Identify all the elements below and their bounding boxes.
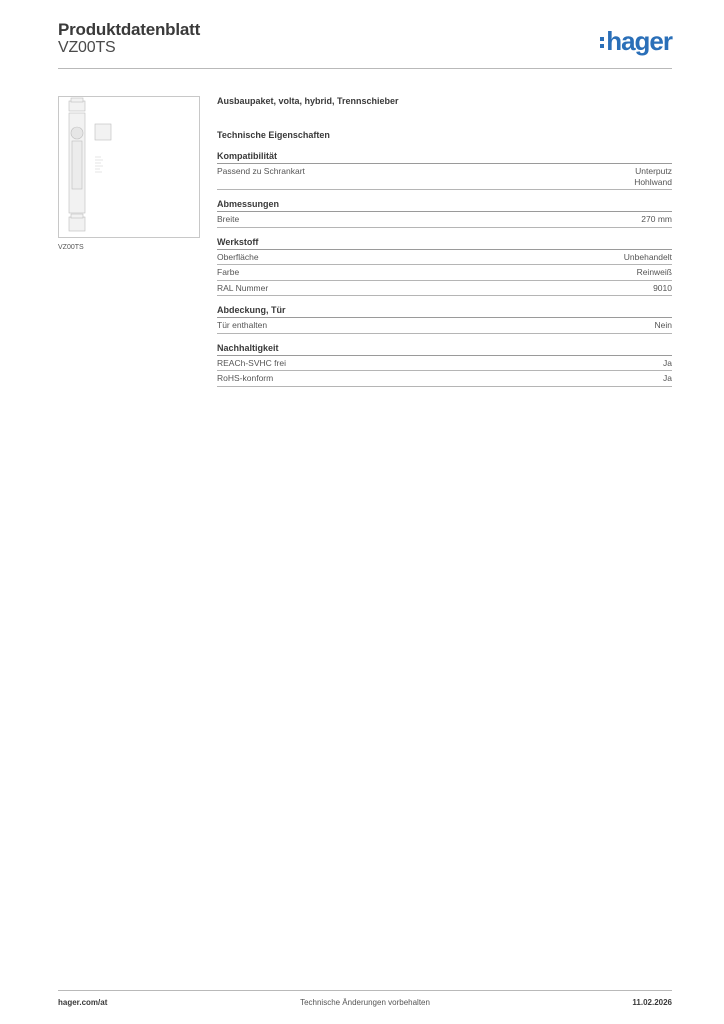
- property-section: [217, 305, 672, 334]
- property-value-line: Unbehandelt: [623, 251, 672, 262]
- property-value: [634, 166, 672, 187]
- property-value-line: Ja: [663, 357, 672, 368]
- article-number: VZ00TS: [58, 39, 116, 56]
- property-value: [641, 214, 672, 225]
- property-value: [655, 320, 672, 331]
- property-value: [663, 358, 672, 369]
- property-value-line: Nein: [654, 320, 672, 330]
- property-label: REACh-SVHC frei: [217, 357, 286, 368]
- hager-logo: [600, 26, 672, 56]
- property-label: RAL Nummer: [217, 282, 269, 293]
- product-details: [217, 96, 672, 396]
- property-label: Oberfläche: [217, 251, 259, 262]
- logo-colon-icon: [600, 37, 604, 48]
- logo-text: hager: [606, 26, 672, 56]
- property-value-line: Reinweiß: [636, 267, 672, 277]
- section-title: Nachhaltigkeit: [217, 343, 672, 356]
- image-caption: VZ00TS: [58, 244, 84, 251]
- product-drawing-icon: [59, 97, 199, 237]
- section-title: Werkstoff: [217, 237, 672, 250]
- section-title: Abdeckung, Tür: [217, 305, 672, 318]
- footer-notice: Technische Änderungen vorbehalten: [300, 998, 430, 1007]
- property-section: [217, 343, 672, 387]
- product-image: [58, 96, 200, 238]
- property-section: [217, 151, 672, 190]
- document-title: Produktdatenblatt: [58, 20, 201, 39]
- property-label: Tür enthalten: [217, 320, 268, 330]
- property-value-line: Hohlwand: [634, 176, 672, 187]
- property-value: [663, 373, 672, 384]
- property-label: RoHS-konform: [217, 373, 274, 383]
- property-row: [217, 212, 672, 228]
- property-section: [217, 237, 672, 297]
- product-description: Ausbaupaket, volta, hybrid, Trennschieber: [217, 96, 399, 106]
- property-value-line: Unterputz: [635, 166, 672, 176]
- section-title: Abmessungen: [217, 199, 672, 212]
- footer-website-link[interactable]: hager.com/at: [58, 998, 108, 1007]
- property-value: [653, 283, 672, 294]
- property-value: [637, 267, 672, 278]
- property-value: [624, 252, 672, 263]
- property-value-line: 270 mm: [641, 214, 672, 224]
- footer-divider: [58, 990, 672, 991]
- footer-date: 11.02.2026: [632, 998, 672, 1007]
- property-label: Breite: [217, 214, 240, 224]
- property-row: [217, 250, 672, 266]
- header-divider: [58, 68, 672, 69]
- property-row: [217, 281, 672, 297]
- property-value-line: Ja: [663, 373, 672, 383]
- property-row: [217, 265, 672, 281]
- property-label: Passend zu Schrankart: [217, 166, 305, 176]
- property-row: [217, 164, 672, 190]
- property-sections: [217, 151, 672, 387]
- section-title: Kompatibilität: [217, 151, 672, 164]
- technical-properties-heading: Technische Eigenschaften: [217, 130, 330, 140]
- property-row: [217, 318, 672, 334]
- property-label: Farbe: [217, 267, 240, 277]
- property-row: [217, 371, 672, 387]
- page-header: [58, 20, 672, 68]
- property-value-line: 9010: [653, 282, 672, 293]
- property-section: [217, 199, 672, 228]
- property-row: [217, 356, 672, 372]
